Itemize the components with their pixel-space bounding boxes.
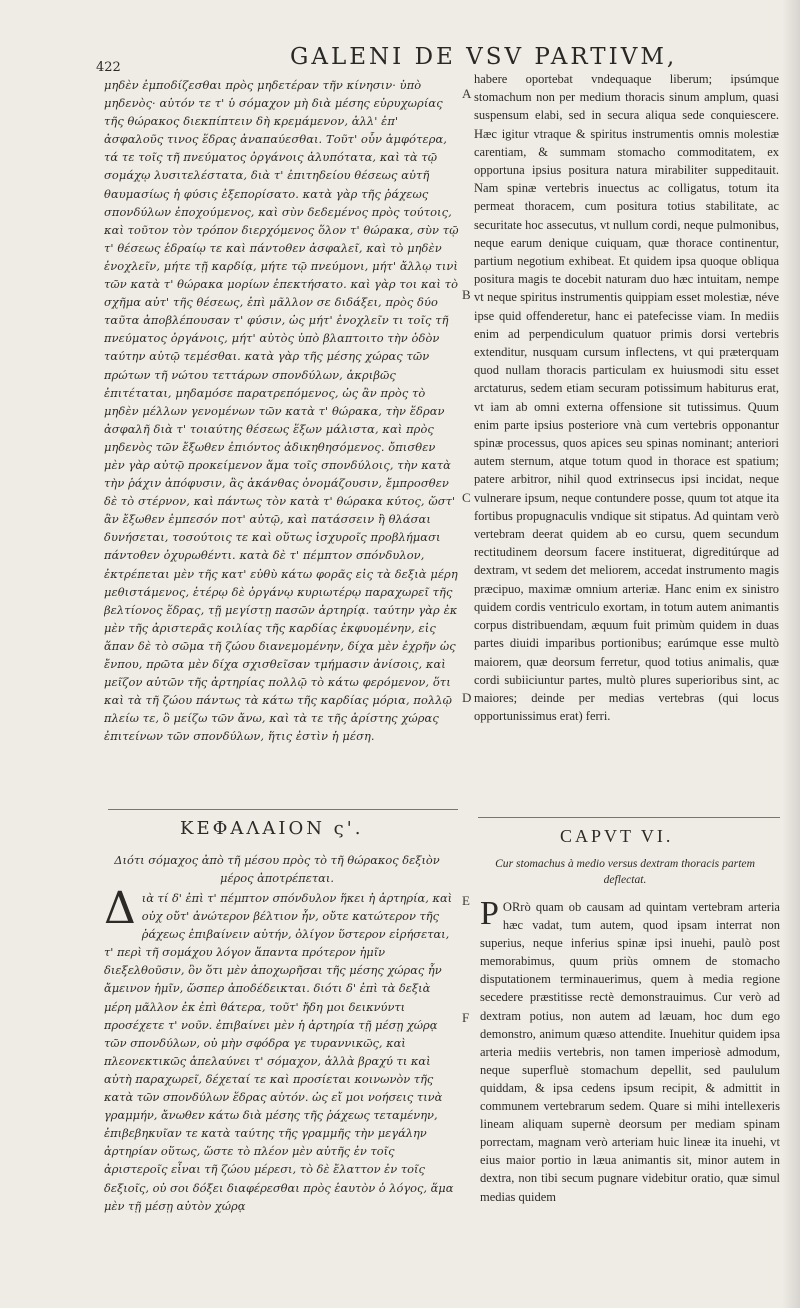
margin-letter-c: C: [462, 490, 471, 505]
latin-paragraph: habere oportebat vndequaque liberum; ipsúmque stomachum non per medium thoracis sinum amplum, quasi suspensum elabi, sed in secura aliqua sede conquiescere. Hæc igitur vtraque & spiritus instrumentis omnis molestiæ carentiam, & summam stomacho commoditatem, ex opportuna ipsius positura natura mirabiliter suppeditauit. Nam spinæ vertebris inuectus ac colligatus, totum ita permeat thoracem, cum positura totius stabilitate, ac securitate hoc assecutus, vt nullum cordi, neque pulmonibus, neque earum denique cuiquam, quæ thorace continentur, partium negotium exhibeat. Et quidem ipsa quoque obliqua positura magis te docebit naturam duo hæc intuitam, nempe vt neque spiritus instrumentis quippiam esset molestiæ, néve ipse quid offenderetur, hanc ei patefecisse viam. In mediis enim ad perpendiculum quatuor primis dorsi vertebris extenditur, nusquam cursum inflectens, vt qui præterquam quod nullam thoracis particulam ex huiusmodi situ esset arctaturus, sedem etiam securam potissimum habiturus erat, vt iam ab omni externa offensione sit tutissimus. Quum enim parte ipsius posteriore vnà cum vertebris opponantur spinæ processus, quos apices seu spinas nominant; anteriori autem sternum, atque totum quod in thorace est spatium; patere arbitror, nihil quod extrinsecus ipsi incidat, neque vulnerare ipsum, neque contundere posse, quum tot atque ita fortibus propugnaculis vndique sit stipatus. Ad quintam verò vertebram deerat quidem ab eo cursu, quem secundum rectitudinem deorsum facere instituerat, digreditúrque ad dextram, vt sedem det meliorem, accedat instrumento magis præcipuo, maximæ omnium arteriæ. Hanc enim ex sinistro quidem cordis ventriculo exortam, in totum autem animantis corpus distribuendam, æquum fuit primùm quidem in duas partes diuidi imparibus portionibus; earúmque esse multò maiorem, quæ deorsum ferretur, quod totius animalis, quæ cordi subiiciuntur partes, multò plures superioribus sint, ac maiores; deinde per medias vertebras (qui locus opportunissimus erat) ferri.: [474, 72, 779, 724]
margin-letter-b: B: [462, 287, 471, 302]
greek-column-top: [104, 76, 459, 804]
greek-chapter-heading: ΚΕΦΑΛΑΙΟΝ ς'.: [180, 818, 364, 839]
greek-paragraph: μηδὲν ἐμποδίζεσθαι πρὸς μηδετέραν τῆν κίνησιν· ὑπὸ μηδενὸς· αὐτόν τε τ' ὑ σόμαχον μὴ διὰ μέσης εὐρυχωρίας τῆς θώρακος διεκπίπτειν δὴ κρεμάμενον, ἀλλ' ἐπ' ἀσφαλοῦς τινος ἕδρας ἀναπαύεσθαι. Τοῦτ' οὖν ἀμφότερα, τά τε τοῖς τῆ πνεύματος ὀργάνοις ἀλυπότατα, καὶ τὰ τῷ σομάχῳ λυσιτελέστατα, διὰ τ' ἐπιτηδείου θέσεως αὐτῆ θαυμασίως ἡ φύσις ἐξεπορίσατο. κατὰ γὰρ τῆς ῥάχεως σπονδύλων ἐποχούμενος, καὶ σὺν δεδεμένος πρὸς τούτοις, καὶ τοῦτον τὸν τρόπον διερχόμενος ὅλον τ' θώρακα, σὺν τῷ τ' θέσεως ἑδραίῳ τε καὶ πάντοθεν ἀσφαλεῖ, καὶ τὸ μηδὲν ἐνοχλεῖν, μήτε τῇ καρδίᾳ, μήτε τῷ πνεύμονι, μήτ' ἄλλῳ τινὶ τῶν κατὰ τ' θώρακα μορίων ἐπεκτήσατο. καὶ γὰρ τοι καὶ τὸ σχῆμα αὐτ' τῆς θέσεως, ἐπὶ μᾶλλον σε διδάξει, πρὸς δύο ταῦτα ἀποβλέπουσαν τ' φύσιν, ὡς μήτ' ἐνοχλεῖν τι τοῖς τῆ πνεύματος ὀργάνοις, μήτ' αὐτὸς ὑπὸ βλαπτοιτο τὴν ὁδὸν ταύτην αὐτῷ τεμέσθαι. κατὰ γὰρ τῆς μέσης χώρας τῶν πρώτων τῆ νώτου τεττάρων σπονδύλων, ἀκριβῶς ἐπιτέταται, μηδαμόσε παρατρεπόμενος, ὡς ἂν πρὸς τὸ μηδὲν μέλλων γενομένων τῶν κατὰ τ' θώρακα, τὴν ἕδραν ἀσφαλῆ διὰ τ' τοιαύτης θέσεως ἕξων μάλιστα, καὶ πρὸς μηδενὸς τῶν ἔξωθεν ἐπιόντος ἀδικηθησόμενος. ὄπισθεν μὲν γὰρ αὐτῷ προκείμενον ἅμα τοῖς σπονδύλοις, τὴν κατὰ τὴν ῥάχιν ἀπόφυσιν, ἃς ἀκάνθας ὀνομάζουσιν, ἔμπροσθεν δὲ τὸ στέρνον, καὶ πάντως τὸν κατὰ τ' θώρακα κύτος, ὥστ' ἂν ἔξωθεν ἐμπεσόν ποτ' αὐτῷ, καὶ πατάσσειν ἢ θλάσαι δυνήσεται, τοσούτοις τε καὶ οὕτως ἰσχυροῖς προβλήμασι πάντοθεν ὀχυρωθέντι. κατὰ δὲ τ' πέμπτον σπόνδυλον, ἐκτρέπεται μὲν τῆς κατ' εὐθὺ κάτω φορᾶς εἰς τὰ δεξιὰ μέρη μεθιστάμενος, ἑτέρῳ δὲ ὀργάνῳ κυριωτέρῳ παραχωρεῖ τῆς βελτίονος ἕδρας, τῇ μεγίστῃ πασῶν ἀρτηρίᾳ. ταύτην γὰρ ἐκ μὲν τῆς ἀριστερᾶς κοιλίας τῆς καρδίας ἐκφυομένην, εἰς ἅπαν δὲ τὸ σῶμα τῆ ζώου διανεμομένην, δίχα μὲν ἐχρῆν ὡς ἔνπου, πρῶτα μὲν δίχα σχισθεῖσαν τμήμασιν ἀνίσοις, καὶ μεῖζον αὐτῶν τῆς ἀρτηρίας πολλῷ τὸ κάτω φερόμενον, ὅτι καὶ τὰ τῆ ζώου πάντως τὰ κάτω τῆς καρδίας μόρια, πολλῷ πλείω τε, ὃ μείζω τῶν ἄνω, καὶ τὰ τε τῆς ἀρίστης χώρας ἐπιτείνων τῶν σπονδύλων, ἥτις ἐστὶν ἡ μέση.: [104, 78, 459, 744]
latin-rule: [478, 817, 780, 818]
greek-rule: [108, 809, 458, 810]
page-number: 422: [96, 60, 121, 75]
greek-column-chapter: [104, 889, 459, 1289]
margin-letter-d: D: [462, 690, 472, 705]
margin-letter-f: F: [462, 1010, 470, 1025]
latin-column-top: [474, 70, 779, 808]
margin-letter-e: E: [462, 893, 470, 908]
running-head: GALENI DE VSV PARTIVM,: [290, 44, 678, 70]
latin-chapter-summary: Cur stomachus à medio versus dextram thoracis partem deflectat.: [495, 857, 755, 886]
greek-chapter-summary: Διότι σόμαχος ἀπὸ τῆ μέσου πρὸς τὸ τῆ θώρακος δεξιὸν μέρος ἀποτρέπεται.: [114, 853, 440, 885]
latin-column-chapter: [480, 898, 780, 1290]
latin-chapter-text: ORrò quam ob causam ad quintam vertebram arteria hæc vadat, tum autem, quod ipsam interrat non superius, neque inferius spinæ ipsi inuehi, paulò post memorabimus, quum priùs omnem de stomacho disputationem terminauerimus, quem à media regione secedere præstitisse rectè demonstrauimus. Cur verò ad dextram potius, non autem ad læuam, hoc dum ego demonstro, animum quæso attendite. Inuehitur quidem ipsa arteria mediis vertebris, non tamen imperiosè admodum, neque superfluè stomachum depellit, sed paululum quiddam, & ipsa cedens ipsum recipit, & admittit in communem vertebrarum sedem. Quare si mihi intellexeris lineam aliquam supernè deorsum per mediam spinam porrectam, magnam verò arteriam huic lineæ ita inuehi, vt eius maior portio in læua animantis sit, minor autem in dextra, non tibi secum pugnare videbitur oratio, quæ simul medias quidem: [480, 900, 780, 1204]
greek-drop-cap: Δ: [104, 889, 136, 934]
latin-chapter-heading: CAPVT VI.: [560, 826, 674, 846]
latin-drop-cap: P: [480, 898, 499, 932]
greek-chapter-text: ιὰ τί δ' ἐπὶ τ' πέμπτον σπόνδυλον ἥκει ἡ ἀρτηρία, καὶ οὐχ οὔτ' ἀνώτερον βέλτιον ἦν, οὔτε κατώτερον τῆς ῥάχεως ἐπιβαίνειν αὐτήν, ὀλίγον ὕστερον εἰρήσεται, τ' περὶ τῆ σομάχου λόγον ἅπαντα πρότερον ἡμῖν διεξελθοῦσιν, ὃν ὅτι μὲν ἀποχωρῆσαι τῆς μέσης χώρας ἦν ἄμεινον ἡμῖν, ὥσπερ ἀποδέδεικται. διότι δ' ἐπὶ τὰ δεξιὰ μέρη μᾶλλον ἐκ ἐπὶ θάτερα, τοῦτ' ἤδη μοι δεικνύντι προσέχετε τ' νοῦν. ἐπιβαίνει μὲν ἡ ἀρτηρία τῇ μέσῃ χώρᾳ τῶν σπονδύλων, οὐ μὴν σφόδρα γε τυραννικῶς, καὶ πλεονεκτικῶς ἀπελαύνει τ' σόμαχον, ἀλλὰ βραχύ τι καὶ αὐτὴ παραχωρεῖ, δέχεταί τε καὶ προσίεται κοινωνὸν τῆς κατὰ τῶν σπονδύλων ἕδρας αὐτόν. ὡς εἴ μοι νοήσεις τινὰ γραμμήν, ἄνωθεν κάτω διὰ μέσης τῆς ῥάχεως τεταμένην, ἐπιβεβηκυῖαν τε κατὰ ταύτης τῆς γραμμῆς τὴν μεγάλην ἀρτηρίαν οὕτως, ὥστε τὸ πλέον μὲν αὐτῆς ἐν τοῖς ἀριστεροῖς εἶναι τῆ ζώου μέρεσι, τὸ δὲ ἔλαττον ἐν τοῖς δεξιοῖς, οὐ σοι δόξει διαφέρεσθαι πρὸς ἑαυτὸν ὁ λόγος, ἅμα μὲν τῇ μέσῃ αὐτὸν χώρᾳ: [104, 891, 454, 1213]
page-edge-shadow: [782, 0, 800, 1308]
margin-letter-a: A: [462, 86, 472, 101]
